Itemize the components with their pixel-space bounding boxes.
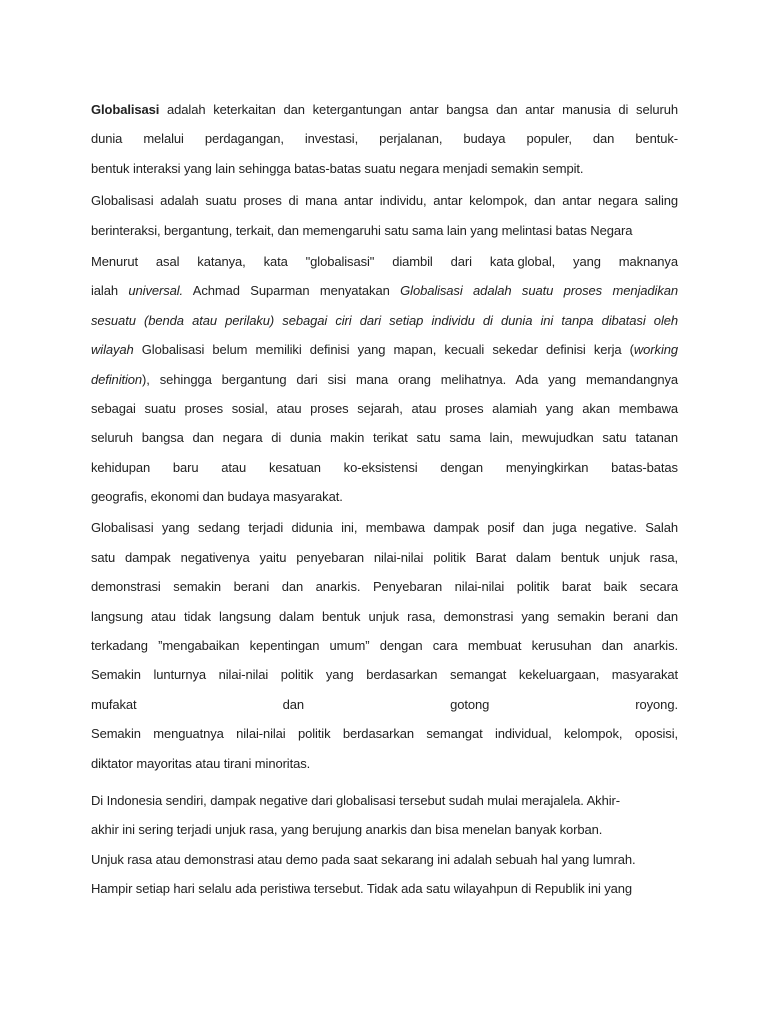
word: "globalisasi" [305,253,375,269]
word: gotong [450,696,490,712]
text-run: Semakin lunturnya nilai-nilai politik yang berdasarkan semangat kekeluargaan, masyarakat [91,667,678,683]
text-line [91,749,678,778]
word: bentuk- [635,131,678,147]
word: mufakat [91,696,137,712]
text-run: geografis, ekonomi dan budaya masyarakat. [91,489,343,505]
document-page [91,95,678,904]
word: dan [282,696,304,712]
text-run: seluruh bangsa dan negara di dunia makin terikat satu sama lain, mewujudkan satu tatanan [91,430,678,446]
text-line [91,572,678,601]
line-text [91,550,678,565]
text-line [91,365,678,394]
italic-text: working [633,342,678,358]
paragraph-p1 [91,95,678,183]
italic-text: Globalisasi adalah suatu proses menjadikan [400,283,678,299]
line-text [91,822,602,837]
word: maknanya [618,253,678,269]
word: Menurut [91,253,138,269]
text-run: ialah [91,283,129,299]
text-run: adalah keterkaitan dan ketergantungan antar bangsa dan antar manusia di seluruh [159,102,678,117]
text-run: Globalisasi adalah suatu proses di mana antar individu, antar kelompok, dan antar negara saling [91,193,678,209]
italic-text: wilayah [91,342,134,358]
word: royong. [635,696,678,712]
text-run: Achmad Suparman menyatakan [183,283,401,299]
text-line [91,394,678,423]
text-run: ), sehingga bergantung dari sisi mana orang melihatnya. Ada yang memandangnya [142,371,678,387]
word: asal [155,253,180,269]
word: batas-batas [611,459,678,475]
text-line [91,786,678,815]
line-text [91,193,678,208]
text-run: Globalisasi belum memiliki definisi yang mapan, kecuali sekedar definisi kerja ( [133,342,634,358]
line-text [91,609,678,624]
word: perjalanan, [379,131,443,147]
text-run: berinteraksi, bergantung, terkait, dan memengaruhi satu sama lain yang melintasi batas Negara [91,222,633,238]
paragraph-p4 [91,513,678,778]
text-run: diktator mayoritas atau tirani minoritas. [91,755,311,771]
text-run: Di Indonesia sendiri, dampak negative dari globalisasi tersebut sudah mulai merajalela. Akhir- [91,792,620,808]
word: investasi, [304,131,359,147]
line-text [91,102,678,117]
word: kehidupan [91,459,151,475]
word: perdagangan, [204,131,284,147]
text-run: Semakin menguatnya nilai-nilai politik berdasarkan semangat individual, kelompok, oposisi, [91,726,678,742]
text-run: Hampir setiap hari selalu ada peristiwa tersebut. Tidak ada satu wilayahpun di Republik ini yang [91,881,633,897]
line-text [91,223,632,238]
line-text [91,283,678,298]
document-body [91,95,678,904]
text-run: sebagai suatu proses sosial, atau proses sejarah, atau proses alamiah yang akan membawa [91,400,678,416]
text-line [91,874,678,903]
text-line [91,453,678,482]
line-text [91,793,620,808]
word: kata global, [489,253,556,269]
paragraph-p3 [91,247,678,512]
line-text [91,313,678,328]
text-line [91,602,678,631]
word: melalui [143,131,184,147]
text-line [91,631,678,660]
text-run: terkadang ”mengabaikan kepentingan umum” dengan cara membuat kerusuhan dan anarkis. [91,638,678,654]
word: menyingkirkan [505,459,589,475]
text-line [91,335,678,364]
word: atau [221,459,247,475]
text-line [91,719,678,748]
text-run: satu dampak negativenya yaitu penyebaran nilai-nilai politik Barat dalam bentuk unjuk rasa, [91,549,678,565]
text-run: bentuk interaksi yang lain sehingga batas-batas suatu negara menjadi semakin sempit. [91,160,584,176]
text-line [91,660,678,689]
word: dengan [440,459,484,475]
line-text [91,852,635,867]
text-line [91,124,678,153]
text-line [91,154,678,183]
word: dunia [91,131,123,147]
line-text [91,667,678,682]
word: yang [573,253,601,269]
line-text [91,430,678,445]
text-run: akhir ini sering terjadi unjuk rasa, yang berujung anarkis dan bisa menelan banyak korban. [91,822,603,838]
text-line [91,95,678,124]
text-line [91,482,678,511]
text-line [91,306,678,335]
line-text [91,579,678,594]
word: katanya, [197,253,246,269]
paragraph-p5 [91,786,678,904]
text-line [91,216,678,245]
text-run: demonstrasi semakin berani dan anarkis. Penyebaran nilai-nilai politik barat baik secara [91,579,678,595]
line-text [91,881,632,896]
line-text [91,342,678,357]
italic-text: universal. [128,283,184,299]
text-line [91,513,678,542]
text-line [91,690,678,719]
line-text [91,638,678,653]
word: kesatuan [268,459,321,475]
line-text [91,756,310,771]
text-line [91,423,678,452]
text-line [91,815,678,844]
paragraph-gap [91,778,678,786]
word: dari [450,253,472,269]
text-line [91,186,678,215]
paragraph-p2 [91,186,678,245]
word: kata [263,253,288,269]
text-line [91,247,678,276]
line-text [91,161,583,176]
line-text [91,520,678,535]
italic-text: definition [91,371,143,387]
line-text [91,726,678,741]
line-text [91,372,678,387]
text-line [91,276,678,305]
word: diambil [392,253,433,269]
word: dan [592,131,615,147]
word: populer, [526,131,572,147]
text-run: Unjuk rasa atau demonstrasi atau demo pada saat sekarang ini adalah sebuah hal yang lumrah. [91,851,636,867]
word: budaya [463,131,506,147]
line-text [91,401,678,416]
italic-text: sesuatu (benda atau perilaku) sebagai ciri dari setiap individu di dunia ini tanpa dibatasi oleh [91,312,678,328]
line-text [91,489,343,504]
word: baru [172,459,199,475]
text-line [91,845,678,874]
text-run: langsung atau tidak langsung dalam bentuk unjuk rasa, demonstrasi yang semakin berani dan [91,608,678,624]
word: ko-eksistensi [343,459,418,475]
text-run: Globalisasi yang sedang terjadi didunia ini, membawa dampak posif dan juga negative. Salah [91,520,678,536]
text-line [91,543,678,572]
bold-term: Globalisasi [91,102,160,117]
